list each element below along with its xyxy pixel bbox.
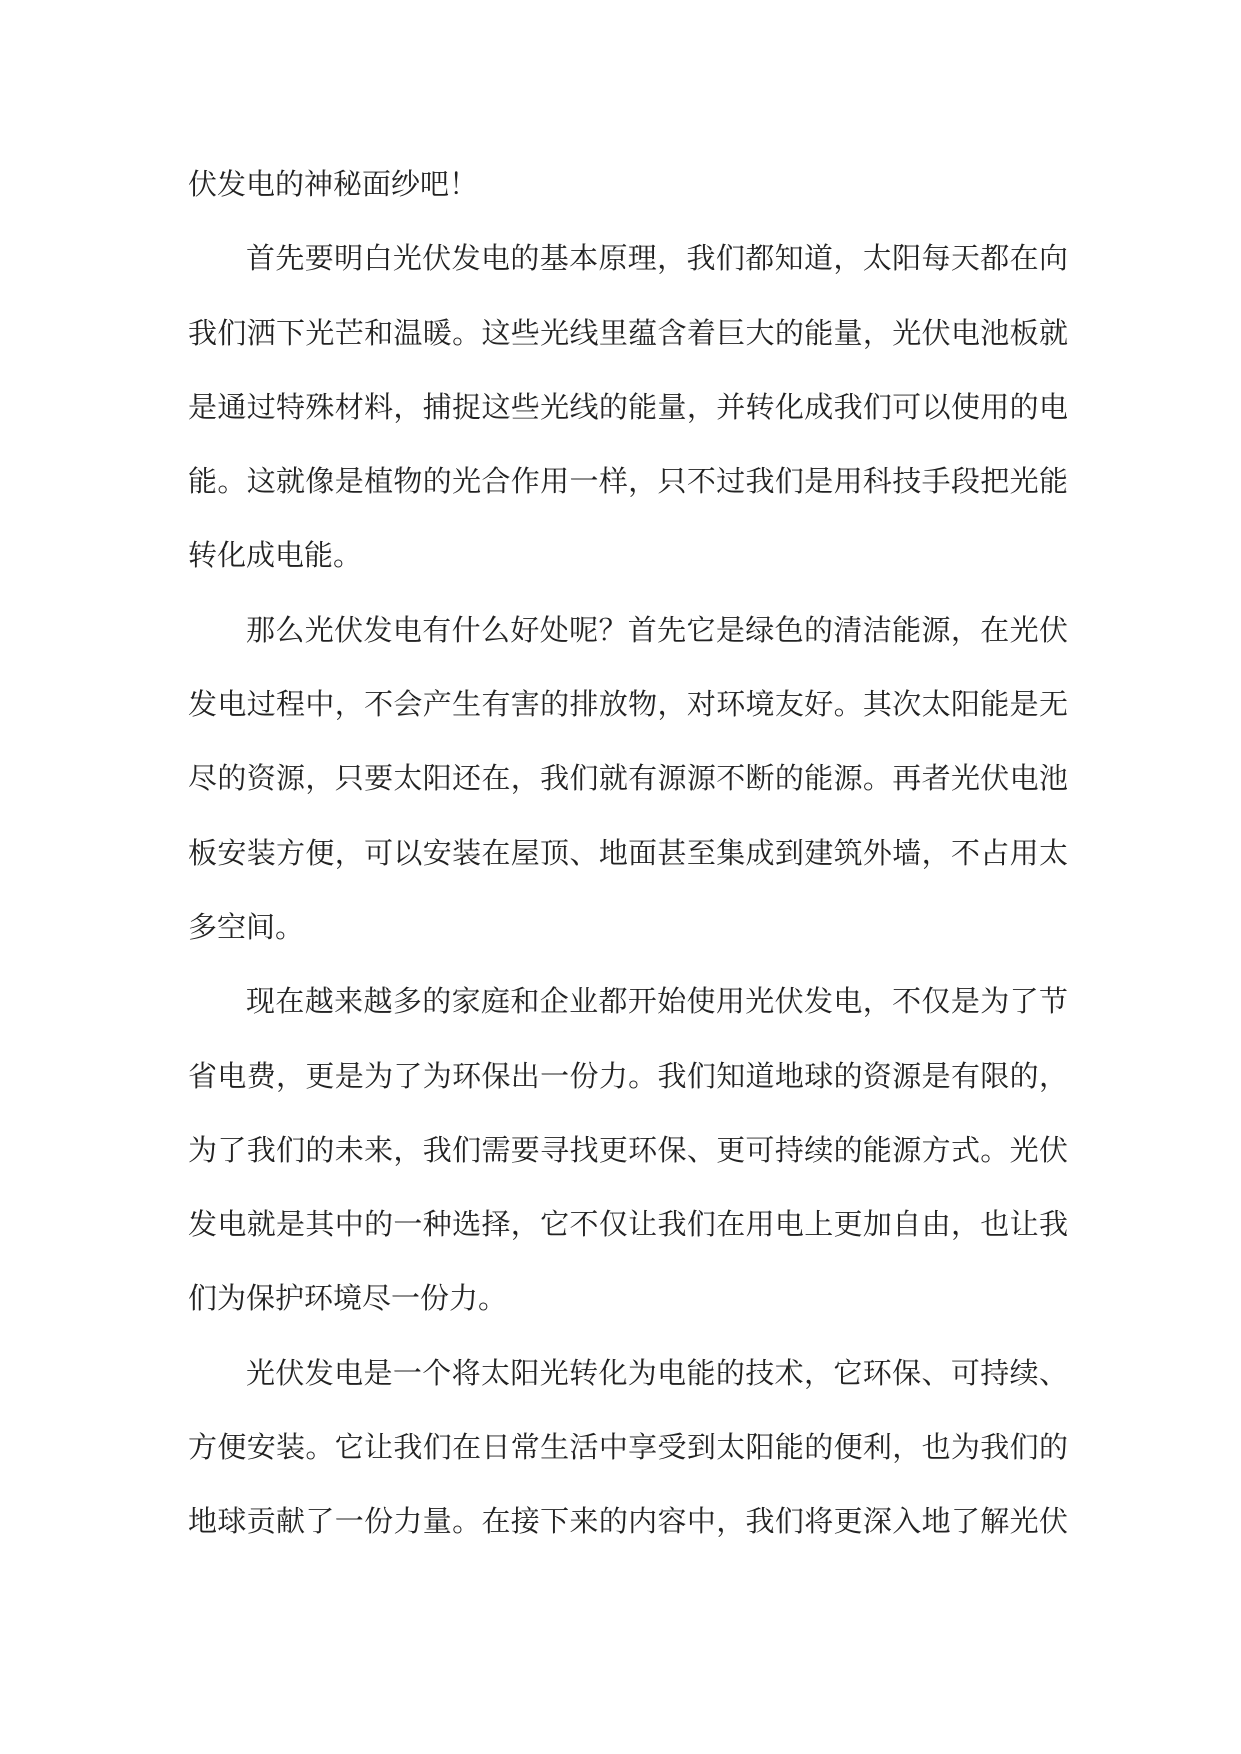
paragraph-first-line: 光伏发电是一个将太阳光转化为电能的技术，它环保、可持续、 [246, 1355, 1068, 1390]
text-line: 板安装方便，可以安装在屋顶、地面甚至集成到建筑外墙，不占用太 [188, 835, 1068, 870]
paragraph-first-line: 首先要明白光伏发电的基本原理，我们都知道，太阳每天都在向 [246, 241, 1068, 276]
text-line: 们为保护环境尽一份力。 [188, 1281, 508, 1316]
text-line: 方便安装。它让我们在日常生活中享受到太阳能的便利，也为我们的 [188, 1430, 1068, 1465]
paragraph-first-line: 那么光伏发电有什么好处呢？首先它是绿色的清洁能源，在光伏 [246, 612, 1068, 647]
text-line: 能。这就像是植物的光合作用一样，只不过我们是用科技手段把光能 [188, 464, 1068, 499]
text-line: 省电费，更是为了为环保出一份力。我们知道地球的资源是有限的， [188, 1058, 1068, 1093]
text-line: 转化成电能。 [188, 538, 363, 573]
text-line: 地球贡献了一份力量。在接下来的内容中，我们将更深入地了解光伏 [188, 1504, 1068, 1539]
text-line: 多空间。 [188, 909, 305, 944]
text-line: 为了我们的未来，我们需要寻找更环保、更可持续的能源方式。光伏 [188, 1132, 1068, 1167]
text-line: 是通过特殊材料，捕捉这些光线的能量，并转化成我们可以使用的电 [188, 389, 1068, 424]
text-line: 发电就是其中的一种选择，它不仅让我们在用电上更加自由，也让我 [188, 1207, 1068, 1242]
text-line: 我们洒下光芒和温暖。这些光线里蕴含着巨大的能量，光伏电池板就 [188, 315, 1068, 350]
text-line: 尽的资源，只要太阳还在，我们就有源源不断的能源。再者光伏电池 [188, 761, 1068, 796]
text-line: 发电过程中，不会产生有害的排放物，对环境友好。其次太阳能是无 [188, 687, 1068, 722]
paragraph-first-line: 现在越来越多的家庭和企业都开始使用光伏发电，不仅是为了节 [246, 984, 1068, 1019]
text-line: 伏发电的神秘面纱吧！ [188, 167, 479, 201]
body-text [188, 147, 1068, 1559]
